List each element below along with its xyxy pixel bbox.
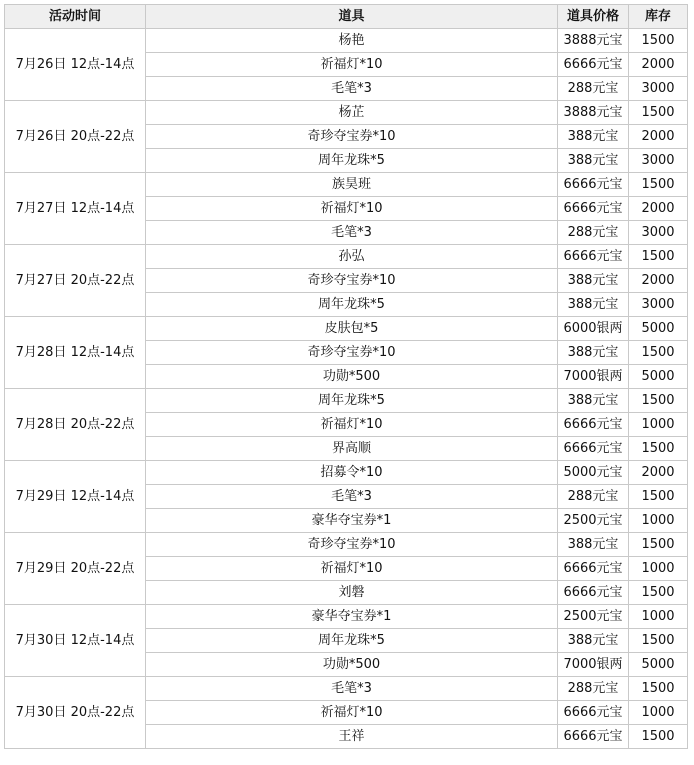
item-cell: 周年龙珠*5 bbox=[146, 629, 558, 653]
item-cell: 毛笔*3 bbox=[146, 77, 558, 101]
table-row bbox=[5, 173, 688, 197]
time-slot-cell: 7月28日 20点-22点 bbox=[5, 389, 146, 461]
price-cell: 6666元宝 bbox=[558, 557, 629, 581]
item-cell: 孙弘 bbox=[146, 245, 558, 269]
price-cell: 388元宝 bbox=[558, 341, 629, 365]
time-slot-cell: 7月30日 20点-22点 bbox=[5, 677, 146, 749]
event-schedule-table bbox=[4, 4, 688, 749]
price-cell: 388元宝 bbox=[558, 389, 629, 413]
price-cell: 6666元宝 bbox=[558, 725, 629, 749]
stock-cell: 1500 bbox=[629, 629, 688, 653]
price-cell: 388元宝 bbox=[558, 533, 629, 557]
table-row bbox=[5, 605, 688, 629]
item-cell: 奇珍夺宝券*10 bbox=[146, 533, 558, 557]
header-row bbox=[5, 5, 688, 29]
price-cell: 388元宝 bbox=[558, 149, 629, 173]
item-cell: 周年龙珠*5 bbox=[146, 293, 558, 317]
time-slot-cell: 7月29日 12点-14点 bbox=[5, 461, 146, 533]
item-cell: 界高顺 bbox=[146, 437, 558, 461]
item-cell: 王祥 bbox=[146, 725, 558, 749]
price-cell: 388元宝 bbox=[558, 125, 629, 149]
item-cell: 祈福灯*10 bbox=[146, 53, 558, 77]
table-row bbox=[5, 533, 688, 557]
item-cell: 毛笔*3 bbox=[146, 221, 558, 245]
time-slot-cell: 7月26日 12点-14点 bbox=[5, 29, 146, 101]
stock-cell: 1500 bbox=[629, 725, 688, 749]
price-cell: 288元宝 bbox=[558, 77, 629, 101]
stock-cell: 1500 bbox=[629, 437, 688, 461]
item-cell: 杨芷 bbox=[146, 101, 558, 125]
price-cell: 388元宝 bbox=[558, 293, 629, 317]
stock-cell: 1500 bbox=[629, 245, 688, 269]
table-body bbox=[5, 29, 688, 749]
item-cell: 奇珍夺宝券*10 bbox=[146, 269, 558, 293]
price-cell: 6666元宝 bbox=[558, 245, 629, 269]
price-cell: 288元宝 bbox=[558, 485, 629, 509]
table-row bbox=[5, 677, 688, 701]
item-cell: 杨艳 bbox=[146, 29, 558, 53]
stock-cell: 1000 bbox=[629, 605, 688, 629]
item-cell: 豪华夺宝券*1 bbox=[146, 509, 558, 533]
table-row bbox=[5, 461, 688, 485]
stock-cell: 1500 bbox=[629, 29, 688, 53]
price-cell: 5000元宝 bbox=[558, 461, 629, 485]
header-price: 道具价格 bbox=[558, 5, 629, 29]
table-header bbox=[5, 5, 688, 29]
stock-cell: 1500 bbox=[629, 101, 688, 125]
price-cell: 3888元宝 bbox=[558, 29, 629, 53]
price-cell: 388元宝 bbox=[558, 629, 629, 653]
header-stock: 库存 bbox=[629, 5, 688, 29]
time-slot-cell: 7月26日 20点-22点 bbox=[5, 101, 146, 173]
price-cell: 6666元宝 bbox=[558, 437, 629, 461]
stock-cell: 3000 bbox=[629, 77, 688, 101]
item-cell: 奇珍夺宝券*10 bbox=[146, 341, 558, 365]
item-cell: 周年龙珠*5 bbox=[146, 389, 558, 413]
header-time: 活动时间 bbox=[5, 5, 146, 29]
stock-cell: 2000 bbox=[629, 269, 688, 293]
item-cell: 祈福灯*10 bbox=[146, 557, 558, 581]
price-cell: 6666元宝 bbox=[558, 53, 629, 77]
stock-cell: 2000 bbox=[629, 53, 688, 77]
time-slot-cell: 7月27日 12点-14点 bbox=[5, 173, 146, 245]
price-cell: 2500元宝 bbox=[558, 509, 629, 533]
stock-cell: 1500 bbox=[629, 389, 688, 413]
table-row bbox=[5, 29, 688, 53]
item-cell: 奇珍夺宝券*10 bbox=[146, 125, 558, 149]
stock-cell: 1500 bbox=[629, 581, 688, 605]
header-item: 道具 bbox=[146, 5, 558, 29]
price-cell: 6666元宝 bbox=[558, 581, 629, 605]
stock-cell: 1000 bbox=[629, 509, 688, 533]
item-cell: 功勋*500 bbox=[146, 365, 558, 389]
item-cell: 祈福灯*10 bbox=[146, 413, 558, 437]
table-row bbox=[5, 317, 688, 341]
item-cell: 族昊班 bbox=[146, 173, 558, 197]
table-row bbox=[5, 245, 688, 269]
item-cell: 招募令*10 bbox=[146, 461, 558, 485]
price-cell: 6666元宝 bbox=[558, 413, 629, 437]
item-cell: 豪华夺宝券*1 bbox=[146, 605, 558, 629]
stock-cell: 1000 bbox=[629, 557, 688, 581]
stock-cell: 3000 bbox=[629, 221, 688, 245]
price-cell: 3888元宝 bbox=[558, 101, 629, 125]
stock-cell: 1000 bbox=[629, 413, 688, 437]
price-cell: 6666元宝 bbox=[558, 197, 629, 221]
price-cell: 7000银两 bbox=[558, 365, 629, 389]
stock-cell: 1500 bbox=[629, 485, 688, 509]
item-cell: 刘磐 bbox=[146, 581, 558, 605]
item-cell: 功勋*500 bbox=[146, 653, 558, 677]
stock-cell: 1500 bbox=[629, 341, 688, 365]
price-cell: 2500元宝 bbox=[558, 605, 629, 629]
time-slot-cell: 7月30日 12点-14点 bbox=[5, 605, 146, 677]
time-slot-cell: 7月29日 20点-22点 bbox=[5, 533, 146, 605]
stock-cell: 1500 bbox=[629, 173, 688, 197]
item-cell: 皮肤包*5 bbox=[146, 317, 558, 341]
time-slot-cell: 7月27日 20点-22点 bbox=[5, 245, 146, 317]
item-cell: 周年龙珠*5 bbox=[146, 149, 558, 173]
stock-cell: 3000 bbox=[629, 293, 688, 317]
table-row bbox=[5, 101, 688, 125]
price-cell: 388元宝 bbox=[558, 269, 629, 293]
item-cell: 祈福灯*10 bbox=[146, 701, 558, 725]
stock-cell: 1500 bbox=[629, 533, 688, 557]
stock-cell: 3000 bbox=[629, 149, 688, 173]
price-cell: 288元宝 bbox=[558, 677, 629, 701]
stock-cell: 5000 bbox=[629, 365, 688, 389]
table-row bbox=[5, 389, 688, 413]
price-cell: 6666元宝 bbox=[558, 173, 629, 197]
time-slot-cell: 7月28日 12点-14点 bbox=[5, 317, 146, 389]
stock-cell: 2000 bbox=[629, 125, 688, 149]
price-cell: 7000银两 bbox=[558, 653, 629, 677]
stock-cell: 5000 bbox=[629, 317, 688, 341]
stock-cell: 1500 bbox=[629, 677, 688, 701]
price-cell: 6000银两 bbox=[558, 317, 629, 341]
stock-cell: 5000 bbox=[629, 653, 688, 677]
price-cell: 6666元宝 bbox=[558, 701, 629, 725]
item-cell: 祈福灯*10 bbox=[146, 197, 558, 221]
item-cell: 毛笔*3 bbox=[146, 485, 558, 509]
stock-cell: 2000 bbox=[629, 197, 688, 221]
price-cell: 288元宝 bbox=[558, 221, 629, 245]
item-cell: 毛笔*3 bbox=[146, 677, 558, 701]
stock-cell: 1000 bbox=[629, 701, 688, 725]
stock-cell: 2000 bbox=[629, 461, 688, 485]
